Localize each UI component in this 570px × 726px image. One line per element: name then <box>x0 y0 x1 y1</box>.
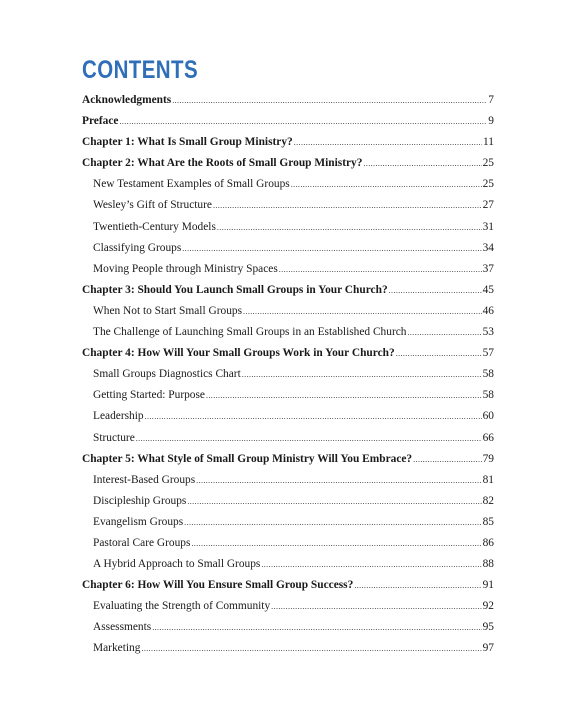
dot-leader <box>206 385 482 406</box>
toc-entry-page: 86 <box>482 536 494 549</box>
toc-entry <box>82 259 494 280</box>
toc-entry-page: 95 <box>482 621 494 634</box>
toc-entry <box>82 449 494 470</box>
toc-entry-title: Twentieth-Century Models <box>93 220 216 233</box>
dot-leader <box>217 217 482 238</box>
toc-entry <box>82 533 494 554</box>
toc-entry-title: The Challenge of Launching Small Groups in an Established Church <box>93 326 407 339</box>
dot-leader <box>182 238 481 259</box>
toc-entry-title: New Testament Examples of Small Groups <box>93 178 290 191</box>
dot-leader <box>363 153 481 174</box>
dot-leader <box>172 90 487 111</box>
dot-leader <box>213 195 482 216</box>
toc-entry <box>82 153 494 174</box>
dot-leader <box>413 449 481 470</box>
dot-leader <box>354 575 481 596</box>
toc-entry <box>82 512 494 533</box>
toc-entry-title: Leadership <box>93 410 144 423</box>
toc-entry-title: Structure <box>93 431 135 444</box>
toc-entry-page: 97 <box>482 642 494 655</box>
toc-entry-title: Discipleship Groups <box>93 494 187 507</box>
toc-entry-page: 45 <box>482 283 494 296</box>
toc-entry-page: 7 <box>488 94 494 106</box>
toc-entry-title: Chapter 5: What Style of Small Group Ministry Will You Embrace? <box>82 452 413 465</box>
toc-entry-page: 53 <box>482 326 494 339</box>
toc-entry <box>82 111 494 132</box>
dot-leader <box>152 617 481 638</box>
toc-entry-page: 91 <box>482 579 494 592</box>
toc-entry-page: 58 <box>482 368 494 381</box>
dot-leader <box>396 343 482 364</box>
dot-leader <box>261 554 481 575</box>
toc-entry-title: Pastoral Care Groups <box>93 536 191 549</box>
toc-entry-title: Chapter 2: What Are the Roots of Small Group Ministry? <box>82 157 363 170</box>
toc-entry <box>82 554 494 575</box>
toc-entry-title: A Hybrid Approach to Small Groups <box>93 558 261 571</box>
dot-leader <box>271 596 481 617</box>
toc-entry <box>82 596 494 617</box>
toc-entry-page: 25 <box>482 157 494 170</box>
toc-entry <box>82 280 494 301</box>
toc-entry-page: 60 <box>482 410 494 423</box>
toc-entry-page: 92 <box>482 600 494 613</box>
toc-entry-title: Acknowledgments <box>82 94 172 106</box>
toc-entry-page: 37 <box>482 262 494 275</box>
dot-leader <box>145 406 482 427</box>
dot-leader <box>291 174 482 195</box>
toc-entry-title: Moving People through Ministry Spaces <box>93 262 278 275</box>
toc-entry-page: 9 <box>488 115 494 128</box>
toc-entry-title: Wesley’s Gift of Structure <box>93 199 212 212</box>
dot-leader <box>141 638 481 659</box>
toc-entry-title: Classifying Groups <box>93 241 182 254</box>
toc-entry-page: 85 <box>482 515 494 528</box>
dot-leader <box>389 280 482 301</box>
toc-entry <box>82 617 494 638</box>
toc-entry-title: Interest-Based Groups <box>93 473 196 486</box>
toc-entry-title: Preface <box>82 115 119 128</box>
dot-leader <box>191 533 481 554</box>
dot-leader <box>243 301 482 322</box>
toc-entry-title: Chapter 3: Should You Launch Small Groups in Your Church? <box>82 283 388 296</box>
toc-entry-page: 79 <box>482 452 494 465</box>
toc-entry <box>82 428 494 449</box>
toc-entry-title: Marketing <box>93 642 141 655</box>
toc-entry <box>82 174 494 195</box>
toc-entry <box>82 301 494 322</box>
page-title: CONTENTS <box>82 56 199 84</box>
toc-entry <box>82 406 494 427</box>
dot-leader <box>408 322 482 343</box>
toc-entry <box>82 575 494 596</box>
toc-entry-title: Evaluating the Strength of Community <box>93 600 271 613</box>
dot-leader <box>242 364 482 385</box>
toc-entry-page: 34 <box>482 241 494 254</box>
toc-entry-page: 46 <box>482 304 494 317</box>
toc-entry <box>82 195 494 216</box>
toc-entry-page: 82 <box>482 494 494 507</box>
toc-entry-title: Chapter 4: How Will Your Small Groups Work in Your Church? <box>82 347 395 360</box>
toc-entry-page: 25 <box>482 178 494 191</box>
toc-entry-title: Chapter 1: What Is Small Group Ministry? <box>82 136 293 149</box>
toc-entry-title: Chapter 6: How Will You Ensure Small Group Success? <box>82 579 354 592</box>
dot-leader <box>187 491 481 512</box>
toc-entry-page: 31 <box>482 220 494 233</box>
toc-entry <box>82 238 494 259</box>
toc-entry-page: 66 <box>482 431 494 444</box>
toc-entry <box>82 322 494 343</box>
toc-entry-page: 27 <box>482 199 494 212</box>
toc-entry-page: 81 <box>482 473 494 486</box>
toc-entry-page: 11 <box>483 136 494 149</box>
table-of-contents <box>82 90 494 660</box>
toc-entry-title: When Not to Start Small Groups <box>93 304 243 317</box>
toc-entry <box>82 217 494 238</box>
toc-entry <box>82 638 494 659</box>
toc-entry-title: Small Groups Diagnostics Chart <box>93 368 241 381</box>
toc-entry-title: Evangelism Groups <box>93 515 184 528</box>
toc-entry-page: 88 <box>482 558 494 571</box>
dot-leader <box>294 132 482 153</box>
dot-leader <box>184 512 481 533</box>
toc-entry-title: Getting Started: Purpose <box>93 389 205 402</box>
toc-entry-page: 57 <box>482 347 494 360</box>
dot-leader <box>136 428 482 449</box>
toc-entry <box>82 385 494 406</box>
toc-entry <box>82 470 494 491</box>
toc-entry-page: 58 <box>482 389 494 402</box>
dot-leader <box>119 111 487 132</box>
toc-entry <box>82 364 494 385</box>
toc-entry-title: Assessments <box>93 621 152 634</box>
toc-entry <box>82 491 494 512</box>
toc-entry <box>82 343 494 364</box>
dot-leader <box>279 259 482 280</box>
toc-entry <box>82 90 494 111</box>
toc-entry <box>82 132 494 153</box>
dot-leader <box>196 470 481 491</box>
